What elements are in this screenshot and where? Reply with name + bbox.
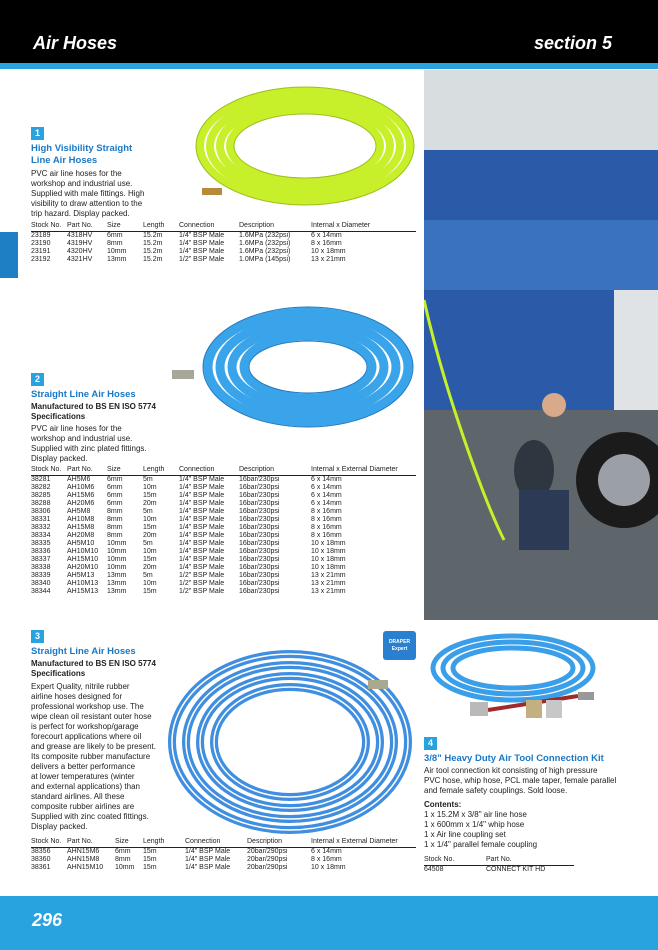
table-cell: 15m: [143, 847, 157, 855]
col-header: Length: [143, 222, 179, 231]
table-cell: 1/4" BSP Male: [179, 247, 225, 255]
table-cell: 20bar/290psi: [247, 855, 288, 863]
table-cell: 13 x 21mm: [311, 571, 346, 579]
table-cell: 15m: [143, 555, 157, 563]
desc-line: is perfect for workshop/garage: [31, 722, 139, 731]
table-cell: 13mm: [107, 571, 127, 579]
table-cell: 6mm: [107, 499, 123, 507]
col-header: Part No.: [67, 222, 107, 231]
table-cell: 1/4" BSP Male: [185, 847, 231, 855]
table-cell: 10mm: [107, 555, 127, 563]
table-cell: 1.6MPa (232psi): [239, 247, 291, 255]
table-cell: 15m: [143, 491, 157, 499]
product-1-number: 1: [31, 127, 44, 140]
product-2-description: [31, 424, 181, 464]
table-cell: AH15M6: [67, 491, 95, 499]
table-row: [31, 564, 416, 572]
table-cell: 8mm: [107, 239, 123, 247]
table-cell: 6 x 14mm: [311, 847, 342, 855]
table-cell: 16bar/230psi: [239, 491, 280, 499]
table-cell: 6 x 14mm: [311, 231, 342, 239]
product-4-contents: [424, 810, 658, 850]
table-cell: 1/4" BSP Male: [185, 863, 231, 871]
table-row: [31, 856, 416, 864]
table-row: [31, 492, 416, 500]
table-row: [31, 540, 416, 548]
table-cell: 38356: [31, 847, 51, 855]
desc-line: Its composite rubber manufacture: [31, 752, 151, 761]
table-cell: AH10M13: [67, 579, 99, 587]
table-cell: 1/4" BSP Male: [179, 547, 225, 555]
table-cell: 1/4" BSP Male: [179, 475, 225, 483]
desc-line: at lower temperatures (winter: [31, 772, 135, 781]
table-cell: 15.2m: [143, 231, 163, 239]
table-cell: 15.2m: [143, 255, 163, 263]
table-cell: 1/4" BSP Male: [179, 563, 225, 571]
desc-line: composite rubber airlines are: [31, 802, 135, 811]
table-cell: 38306: [31, 507, 51, 515]
desc-line: trip hazard. Display packed.: [31, 209, 130, 218]
table-cell: 10m: [143, 483, 157, 491]
table-cell: 5m: [143, 475, 153, 483]
product-4-contents-label: Contents:: [424, 800, 462, 809]
table-cell: 20m: [143, 531, 157, 539]
col-header: Stock No.: [31, 222, 67, 231]
table-row: [31, 556, 416, 564]
table-cell: 8mm: [107, 531, 123, 539]
col-header: Stock No.: [31, 466, 67, 475]
table-cell: 38282: [31, 483, 51, 491]
expert-hose-image: [160, 642, 418, 842]
section-label: section 5: [533, 33, 612, 53]
product-1-table: [31, 222, 416, 264]
hv-hose-image: [180, 76, 420, 216]
table-cell: 16bar/230psi: [239, 515, 280, 523]
table-cell: 38331: [31, 515, 51, 523]
table-cell: 4319HV: [67, 239, 93, 247]
table-cell: 1/4" BSP Male: [179, 515, 225, 523]
table-cell: 1/2" BSP Male: [179, 587, 225, 595]
table-cell: 20bar/290psi: [247, 847, 288, 855]
table-cell: AH15M13: [67, 587, 99, 595]
table-cell: 15.2m: [143, 239, 163, 247]
table-cell: AH20M10: [67, 563, 99, 571]
desc-line: Supplied with zinc coated fittings.: [31, 812, 149, 821]
desc-line: Display packed.: [31, 822, 88, 831]
table-cell: 8 x 16mm: [311, 855, 342, 863]
table-cell: 8mm: [107, 515, 123, 523]
table-cell: 4320HV: [67, 247, 93, 255]
table-cell: 1.6MPa (232psi): [239, 231, 291, 239]
table-cell: 23191: [31, 247, 51, 255]
contents-line: 1 x 1/4" parallel female coupling: [424, 840, 538, 849]
table-cell: 1/4" BSP Male: [179, 231, 225, 239]
table-cell: 10 x 18mm: [311, 247, 346, 255]
desc-line: airline hoses designed for: [31, 692, 123, 701]
desc-line: delivers a better performance: [31, 762, 136, 771]
product-1-title-line1: High Visibility Straight: [31, 143, 133, 154]
table-cell: 38335: [31, 539, 51, 547]
table-row: [31, 588, 416, 596]
desc-line: visibility to draw attention to the: [31, 199, 143, 208]
table-cell: 38340: [31, 579, 51, 587]
desc-line: and grease are likely to be present.: [31, 742, 156, 751]
desc-line: Display packed.: [31, 454, 88, 463]
table-cell: 20m: [143, 563, 157, 571]
standard-line: Specifications: [31, 669, 86, 678]
table-cell: 1/4" BSP Male: [179, 507, 225, 515]
col-header: Connection: [179, 222, 239, 231]
table-cell: 38338: [31, 563, 51, 571]
table-cell: 8 x 16mm: [311, 523, 342, 531]
table-cell: 6mm: [115, 847, 131, 855]
table-cell: 10m: [143, 547, 157, 555]
desc-line: workshop and industrial use.: [31, 179, 133, 188]
table-cell: AH20M8: [67, 531, 95, 539]
table-cell: 16bar/230psi: [239, 587, 280, 595]
table-row: [31, 572, 416, 580]
table-cell: 10mm: [107, 247, 127, 255]
table-cell: 10 x 18mm: [311, 539, 346, 547]
table-cell: 1/2" BSP Male: [179, 255, 225, 263]
table-cell: 1/4" BSP Male: [185, 855, 231, 863]
table-cell: 20bar/290psi: [247, 863, 288, 871]
table-cell: 8mm: [107, 507, 123, 515]
product-4-description: [424, 766, 658, 796]
table-cell: 8 x 16mm: [311, 507, 342, 515]
table-cell: 1/4" BSP Male: [179, 499, 225, 507]
table-cell: 10m: [143, 515, 157, 523]
table-cell: 13 x 21mm: [311, 255, 346, 263]
table-cell: AHN15M6: [67, 847, 100, 855]
table-cell: 38281: [31, 475, 51, 483]
product-3-number: 3: [31, 630, 44, 643]
table-row: [31, 256, 416, 264]
table-cell: 16bar/230psi: [239, 579, 280, 587]
desc-line: workshop and industrial use.: [31, 434, 133, 443]
col-header: Part No.: [486, 856, 574, 865]
table-cell: 38344: [31, 587, 51, 595]
table-cell: 8 x 16mm: [311, 239, 342, 247]
desc-line: Supplied with male fittings. High: [31, 189, 145, 198]
table-cell: AHN15M10: [67, 863, 104, 871]
col-header: Part No.: [67, 838, 115, 847]
col-header: Stock No.: [31, 838, 67, 847]
table-cell: 15m: [143, 587, 157, 595]
col-header: Connection: [185, 838, 247, 847]
table-cell: 20m: [143, 499, 157, 507]
table-cell: 13mm: [107, 587, 127, 595]
table-cell: 1.6MPa (232psi): [239, 239, 291, 247]
col-header: Size: [107, 222, 143, 231]
col-header: Length: [143, 838, 185, 847]
table-row: [31, 240, 416, 248]
table-cell: 16bar/230psi: [239, 483, 280, 491]
table-cell: 6 x 14mm: [311, 491, 342, 499]
desc-line: and external applications) than: [31, 782, 140, 791]
table-cell: 6 x 14mm: [311, 483, 342, 491]
table-row: [424, 865, 574, 874]
table-cell: 10mm: [107, 547, 127, 555]
table-cell: 1/2" BSP Male: [179, 579, 225, 587]
table-cell: 23190: [31, 239, 51, 247]
product-2-number: 2: [31, 373, 44, 386]
table-cell: 38285: [31, 491, 51, 499]
table-cell: 4318HV: [67, 231, 93, 239]
table-cell: 6mm: [107, 483, 123, 491]
table-cell: 38361: [31, 863, 51, 871]
connection-kit-image: [428, 630, 618, 730]
table-cell: 1/4" BSP Male: [179, 491, 225, 499]
table-cell: 16bar/230psi: [239, 563, 280, 571]
product-3-standard: [31, 659, 181, 679]
table-row: [31, 580, 416, 588]
table-cell: 1/4" BSP Male: [179, 523, 225, 531]
table-row: [31, 500, 416, 508]
draper-expert-logo: [383, 631, 416, 660]
table-cell: 38339: [31, 571, 51, 579]
product-4-table: [424, 856, 574, 874]
table-cell: AH15M10: [67, 555, 99, 563]
product-2-title: Straight Line Air Hoses: [31, 389, 136, 400]
table-cell: 16bar/230psi: [239, 555, 280, 563]
table-cell: 16bar/230psi: [239, 507, 280, 515]
table-cell: 1/4" BSP Male: [179, 531, 225, 539]
table-cell: 6 x 14mm: [311, 499, 342, 507]
table-cell: 10 x 18mm: [311, 547, 346, 555]
table-cell: 23192: [31, 255, 51, 263]
table-cell: 38334: [31, 531, 51, 539]
table-cell: 4321HV: [67, 255, 93, 263]
table-cell: AH10M8: [67, 515, 95, 523]
col-header: Internal x External Diameter: [311, 838, 416, 847]
table-cell: 1/4" BSP Male: [179, 539, 225, 547]
table-cell: 10 x 18mm: [311, 563, 346, 571]
table-cell: 13 x 21mm: [311, 579, 346, 587]
table-cell: 15m: [143, 523, 157, 531]
table-cell: 6 x 14mm: [311, 475, 342, 483]
table-cell: 38332: [31, 523, 51, 531]
table-cell: 23189: [31, 231, 51, 239]
table-cell: 13 x 21mm: [311, 587, 346, 595]
table-cell: 10mm: [107, 563, 127, 571]
table-cell: AH5M13: [67, 571, 95, 579]
desc-line: wipe clean oil resistant outer hose: [31, 712, 152, 721]
table-cell: 64508: [424, 865, 444, 873]
col-header: Size: [115, 838, 143, 847]
table-cell: 15m: [143, 863, 157, 871]
product-3-description: [31, 682, 171, 832]
table-cell: 8 x 16mm: [311, 515, 342, 523]
page-header: [0, 0, 658, 63]
product-4-number: 4: [424, 737, 437, 750]
table-cell: 1/4" BSP Male: [179, 239, 225, 247]
col-header: Size: [107, 466, 143, 475]
table-cell: 1/4" BSP Male: [179, 483, 225, 491]
table-cell: 10m: [143, 579, 157, 587]
desc-line: professional workshop use. The: [31, 702, 144, 711]
col-header: Connection: [179, 466, 239, 475]
col-header: Description: [239, 222, 311, 231]
table-row: [31, 516, 416, 524]
table-row: [31, 248, 416, 256]
standard-line: Manufactured to BS EN ISO 5774: [31, 402, 156, 411]
section-tab-marker: [0, 232, 18, 278]
standard-line: Specifications: [31, 412, 86, 421]
table-row: [31, 524, 416, 532]
product-4-title: 3/8" Heavy Duty Air Tool Connection Kit: [424, 753, 604, 764]
table-cell: AH10M10: [67, 547, 99, 555]
product-1-title-line2: Line Air Hoses: [31, 155, 98, 166]
desc-line: standard airlines. All these: [31, 792, 125, 801]
table-cell: 16bar/230psi: [239, 539, 280, 547]
table-cell: 16bar/230psi: [239, 547, 280, 555]
col-header: Internal x Diameter: [311, 222, 416, 231]
table-cell: 16bar/230psi: [239, 499, 280, 507]
table-cell: 16bar/230psi: [239, 571, 280, 579]
table-cell: 10 x 18mm: [311, 863, 346, 871]
col-header: Length: [143, 466, 179, 475]
standard-line: Manufactured to BS EN ISO 5774: [31, 659, 156, 668]
table-cell: AH5M6: [67, 475, 91, 483]
contents-line: 1 x 15.2M x 3/8" air line hose: [424, 810, 527, 819]
col-header: Description: [247, 838, 311, 847]
table-row: [31, 484, 416, 492]
table-cell: 5m: [143, 571, 153, 579]
product-1-title: [31, 143, 132, 167]
col-header: Description: [239, 466, 311, 475]
table-cell: 1/2" BSP Male: [179, 571, 225, 579]
table-cell: AH20M6: [67, 499, 95, 507]
table-cell: 8 x 16mm: [311, 531, 342, 539]
table-cell: 38360: [31, 855, 51, 863]
table-cell: AH10M6: [67, 483, 95, 491]
table-cell: 16bar/230psi: [239, 531, 280, 539]
blue-hose-image: [168, 302, 418, 432]
table-cell: AHN15M8: [67, 855, 100, 863]
contents-line: 1 x Air line coupling set: [424, 830, 506, 839]
table-cell: 13mm: [107, 579, 127, 587]
col-header: Stock No.: [424, 856, 486, 865]
table-cell: 1/4" BSP Male: [179, 555, 225, 563]
table-cell: AH15M8: [67, 523, 95, 531]
table-row: [31, 847, 416, 856]
table-cell: AH5M10: [67, 539, 95, 547]
table-row: [31, 231, 416, 240]
contents-line: 1 x 600mm x 1/4" whip hose: [424, 820, 525, 829]
desc-line: PVC air line hoses for the: [31, 424, 122, 433]
desc-line: PVC hose, whip hose, PCL male taper, female parallel: [424, 776, 617, 785]
table-cell: AH5M8: [67, 507, 91, 515]
table-cell: 16bar/230psi: [239, 475, 280, 483]
table-cell: 8mm: [107, 523, 123, 531]
product-3-title: Straight Line Air Hoses: [31, 646, 136, 657]
table-cell: 16bar/230psi: [239, 523, 280, 531]
badge-line: Expert: [391, 646, 408, 652]
col-header: Internal x External Diameter: [311, 466, 416, 475]
product-3-table: [31, 838, 416, 872]
table-cell: 10mm: [107, 539, 127, 547]
table-row: [31, 532, 416, 540]
table-cell: 38337: [31, 555, 51, 563]
col-header: Part No.: [67, 466, 107, 475]
table-cell: 8mm: [115, 855, 131, 863]
header-rule: [0, 63, 658, 69]
desc-line: PVC air line hoses for the: [31, 169, 122, 178]
table-row: [31, 548, 416, 556]
table-cell: 13mm: [107, 255, 127, 263]
table-cell: 1.0MPa (145psi): [239, 255, 291, 263]
table-row: [31, 864, 416, 872]
desc-line: forecourt applications where oil: [31, 732, 142, 741]
table-cell: 5m: [143, 507, 153, 515]
table-cell: 38288: [31, 499, 51, 507]
product-1-description: [31, 169, 181, 219]
desc-line: Expert Quality, nitrile rubber: [31, 682, 130, 691]
table-cell: 15m: [143, 855, 157, 863]
table-cell: 5m: [143, 539, 153, 547]
table-cell: 6mm: [107, 231, 123, 239]
table-row: [31, 475, 416, 484]
page-title: Air Hoses: [33, 33, 118, 53]
table-cell: 10mm: [115, 863, 135, 871]
product-2-table: [31, 466, 416, 596]
table-cell: 38336: [31, 547, 51, 555]
badge-line: DRAPER: [388, 639, 411, 645]
product-2-standard: [31, 402, 181, 422]
page-number: 296: [32, 910, 63, 930]
desc-line: Air tool connection kit consisting of high pressure: [424, 766, 598, 775]
table-cell: 6mm: [107, 491, 123, 499]
desc-line: Supplied with zinc plated fittings.: [31, 444, 147, 453]
table-cell: 15.2m: [143, 247, 163, 255]
desc-line: and female safety couplings. Sold loose.: [424, 786, 568, 795]
table-row: [31, 508, 416, 516]
table-cell: 10 x 18mm: [311, 555, 346, 563]
page-footer: [0, 896, 658, 950]
table-cell: CONNECT KIT HD: [486, 865, 546, 873]
table-cell: 6mm: [107, 475, 123, 483]
mechanic-photo: [424, 70, 658, 620]
